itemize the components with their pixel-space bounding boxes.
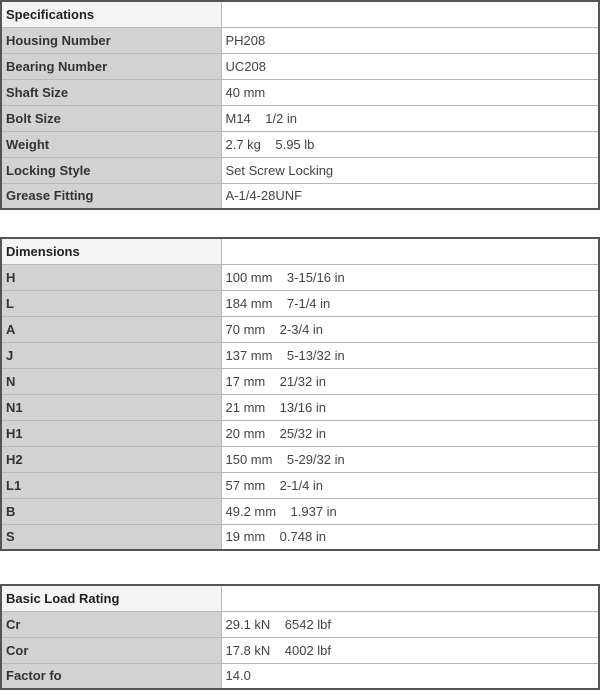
table-row [1,27,599,53]
specifications-table [0,0,600,210]
row-value: PH208 [221,27,599,53]
row-value: A-1/4-28UNF [221,183,599,209]
row-value: 137 mm 5-13/32 in [221,342,599,368]
row-label: L [1,290,221,316]
section-heading: Dimensions [1,238,221,264]
header-empty-cell [221,238,599,264]
row-label: H2 [1,446,221,472]
row-label: Factor fo [1,663,221,689]
row-label: A [1,316,221,342]
row-value: 100 mm 3-15/16 in [221,264,599,290]
row-value: 150 mm 5-29/32 in [221,446,599,472]
row-value: 17 mm 21/32 in [221,368,599,394]
load-rating-table [0,584,600,690]
row-value: Set Screw Locking [221,157,599,183]
table-header-row [1,1,599,27]
table-row [1,157,599,183]
table-row [1,498,599,524]
header-empty-cell [221,1,599,27]
row-label: J [1,342,221,368]
table-row [1,131,599,157]
row-label: Bearing Number [1,53,221,79]
table-row [1,53,599,79]
table-row [1,183,599,209]
row-value: 17.8 kN 4002 lbf [221,637,599,663]
row-label: L1 [1,472,221,498]
row-value: 20 mm 25/32 in [221,420,599,446]
row-label: Shaft Size [1,79,221,105]
row-label: Housing Number [1,27,221,53]
table-row [1,290,599,316]
row-label: S [1,524,221,550]
table-row [1,663,599,689]
row-label: Bolt Size [1,105,221,131]
row-value: 49.2 mm 1.937 in [221,498,599,524]
table-row [1,368,599,394]
row-value: 21 mm 13/16 in [221,394,599,420]
row-value: 184 mm 7-1/4 in [221,290,599,316]
row-label: N1 [1,394,221,420]
row-value: 70 mm 2-3/4 in [221,316,599,342]
dimensions-table [0,237,600,551]
header-empty-cell [221,585,599,611]
section-heading: Specifications [1,1,221,27]
table-row [1,79,599,105]
row-label: N [1,368,221,394]
row-label: Cor [1,637,221,663]
table-header-row [1,238,599,264]
row-value: 40 mm [221,79,599,105]
table-row [1,105,599,131]
table-row [1,264,599,290]
table-row [1,472,599,498]
row-label: Cr [1,611,221,637]
row-label: Grease Fitting [1,183,221,209]
table-row [1,420,599,446]
row-value: M14 1/2 in [221,105,599,131]
table-header-row [1,585,599,611]
row-value: 2.7 kg 5.95 lb [221,131,599,157]
section-heading: Basic Load Rating [1,585,221,611]
table-row [1,524,599,550]
row-label: Locking Style [1,157,221,183]
row-label: H1 [1,420,221,446]
row-label: B [1,498,221,524]
row-value: UC208 [221,53,599,79]
table-row [1,394,599,420]
row-label: Weight [1,131,221,157]
table-row [1,446,599,472]
row-value: 19 mm 0.748 in [221,524,599,550]
table-row [1,611,599,637]
row-value: 14.0 [221,663,599,689]
table-row [1,316,599,342]
row-label: H [1,264,221,290]
row-value: 29.1 kN 6542 lbf [221,611,599,637]
table-row [1,342,599,368]
row-value: 57 mm 2-1/4 in [221,472,599,498]
table-row [1,637,599,663]
